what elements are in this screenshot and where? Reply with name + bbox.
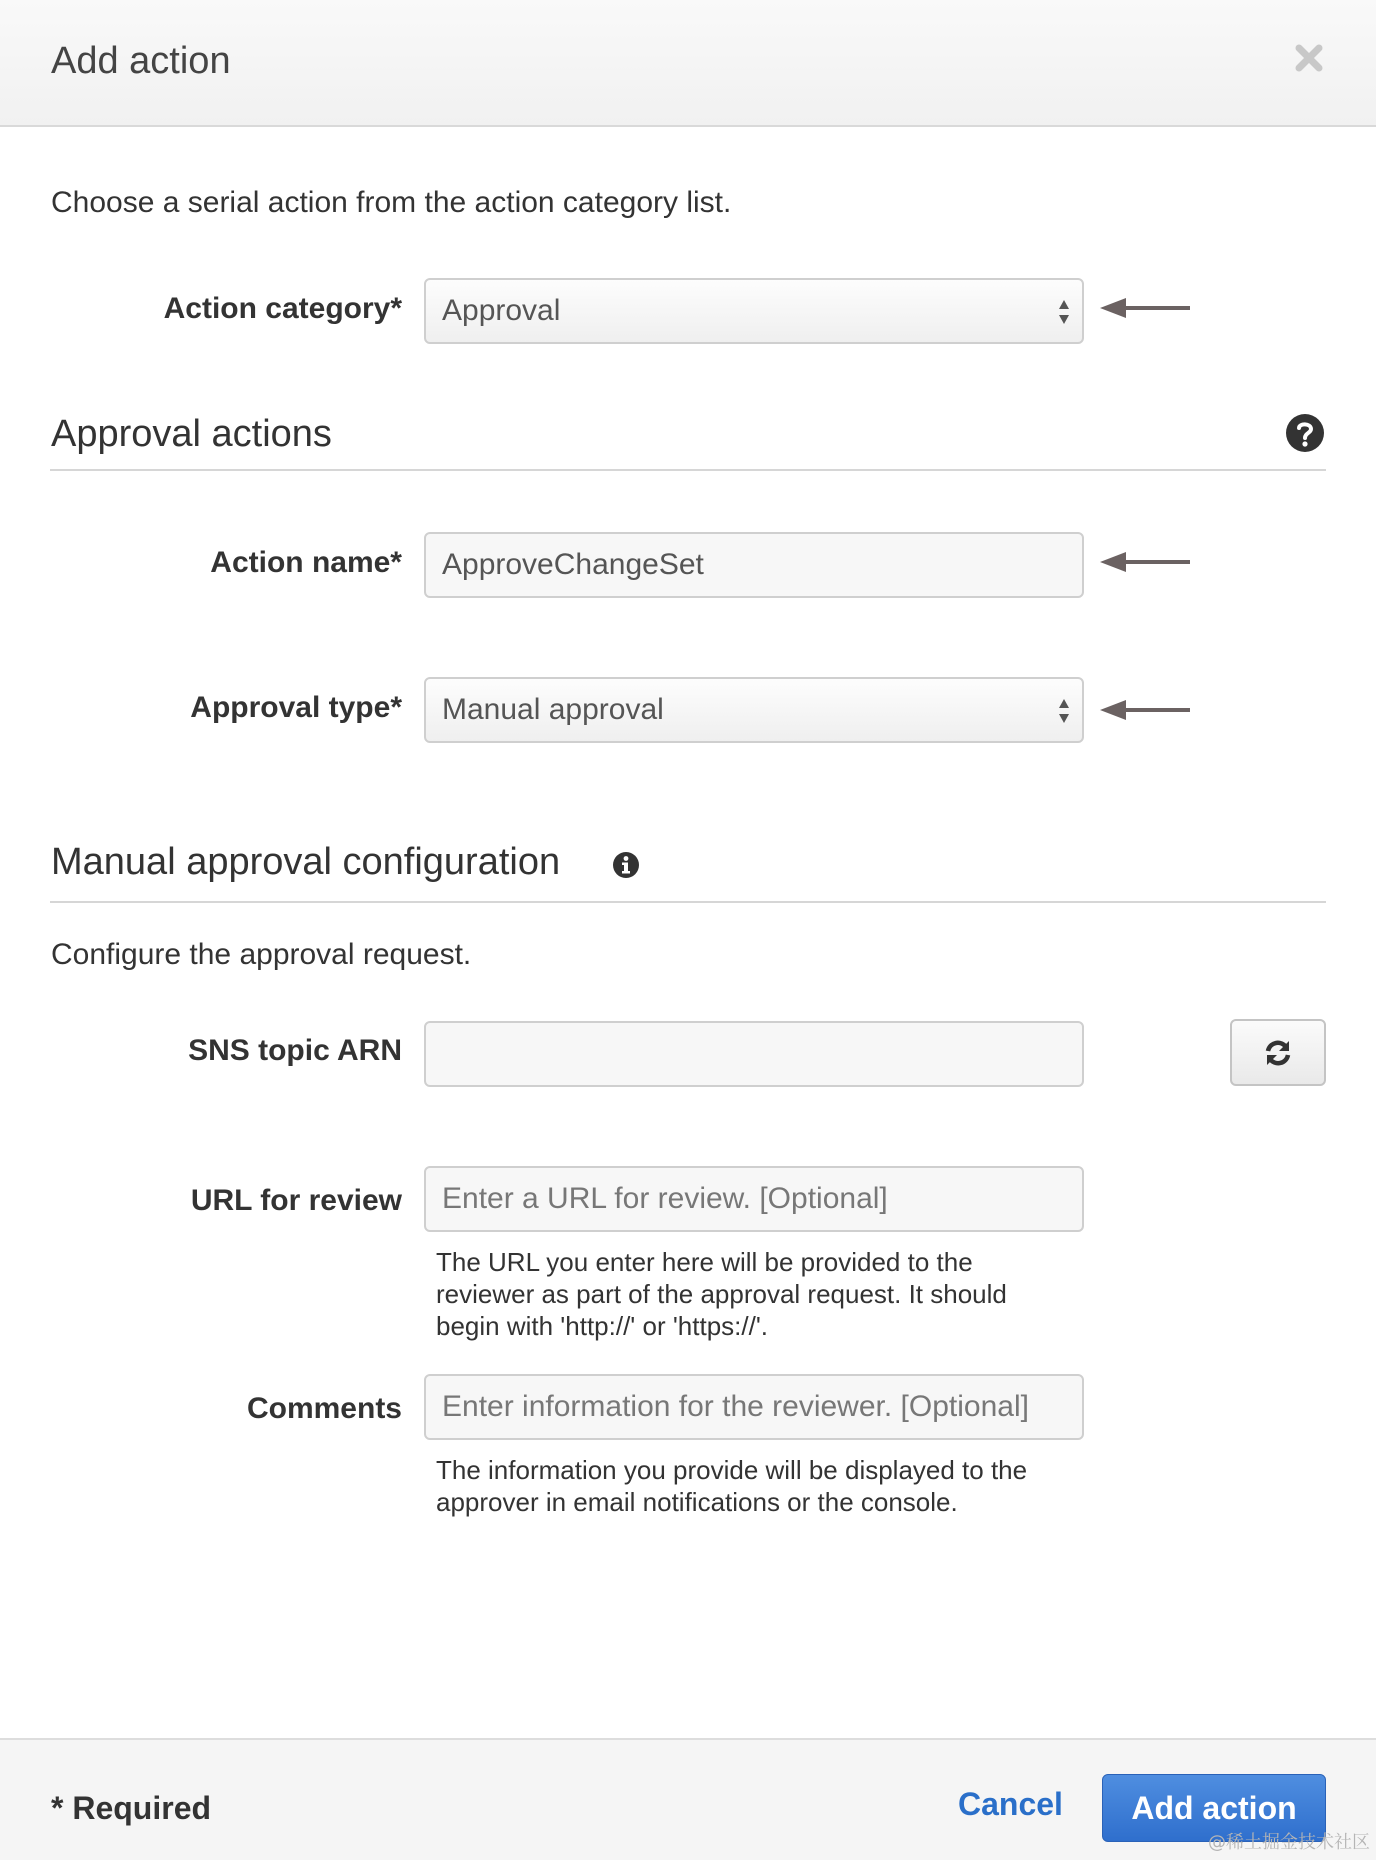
- sns-topic-input[interactable]: [424, 1021, 1084, 1087]
- comments-input[interactable]: [424, 1374, 1084, 1440]
- comments-label: Comments: [246, 1392, 402, 1425]
- add-action-button[interactable]: Add action: [1102, 1774, 1326, 1842]
- action-category-value: Approval: [442, 294, 561, 327]
- info-icon: [612, 851, 640, 879]
- cancel-button[interactable]: Cancel: [958, 1786, 1063, 1822]
- action-name-value: ApproveChangeSet: [442, 548, 704, 581]
- url-review-placeholder: Enter a URL for review. [Optional]: [442, 1182, 888, 1215]
- dialog-title: Add action: [51, 40, 231, 82]
- section-divider: [50, 469, 1326, 471]
- url-review-label: URL for review: [190, 1184, 402, 1217]
- close-icon: [1293, 42, 1325, 74]
- approval-type-value: Manual approval: [442, 693, 664, 726]
- close-button[interactable]: [1293, 42, 1325, 74]
- arrow-left-icon: [1100, 550, 1192, 574]
- refresh-button[interactable]: [1230, 1019, 1326, 1086]
- action-name-label: Action name*: [210, 546, 402, 579]
- help-button[interactable]: [1285, 413, 1325, 453]
- required-note: * Required: [51, 1790, 212, 1826]
- intro-text: Choose a serial action from the action category list.: [51, 186, 732, 219]
- watermark: @稀土掘金技术社区: [1208, 1832, 1370, 1853]
- approval-type-select[interactable]: [424, 677, 1084, 743]
- arrow-left-icon: [1100, 296, 1192, 320]
- dialog-header: [0, 0, 1376, 127]
- comments-help: [436, 1454, 1076, 1518]
- sns-topic-label: SNS topic ARN: [188, 1034, 402, 1067]
- comments-placeholder: Enter information for the reviewer. [Optional]: [442, 1390, 1029, 1423]
- action-category-select[interactable]: [424, 278, 1084, 344]
- help-line: begin with 'http://' or 'https://'.: [436, 1311, 769, 1341]
- approval-actions-title: Approval actions: [51, 413, 332, 455]
- url-review-input[interactable]: [424, 1166, 1084, 1232]
- help-line: approver in email notifications or the console.: [436, 1487, 958, 1517]
- manual-config-subtitle: Configure the approval request.: [51, 938, 472, 971]
- section-divider: [50, 901, 1326, 903]
- help-icon: [1285, 413, 1325, 453]
- action-category-label: Action category*: [163, 292, 402, 325]
- select-arrows-icon: [1056, 693, 1072, 729]
- dialog-footer: [0, 1738, 1376, 1860]
- help-line: The information you provide will be displayed to the: [436, 1455, 1028, 1485]
- approval-type-label: Approval type*: [190, 691, 402, 724]
- help-line: reviewer as part of the approval request. It should: [436, 1279, 1007, 1309]
- refresh-icon: [1263, 1038, 1293, 1068]
- url-review-help: [436, 1246, 1076, 1342]
- help-line: The URL you enter here will be provided to the: [436, 1247, 973, 1277]
- action-name-input[interactable]: [424, 532, 1084, 598]
- select-arrows-icon: [1056, 294, 1072, 330]
- manual-config-title: Manual approval configuration: [51, 841, 561, 883]
- arrow-left-icon: [1100, 698, 1192, 722]
